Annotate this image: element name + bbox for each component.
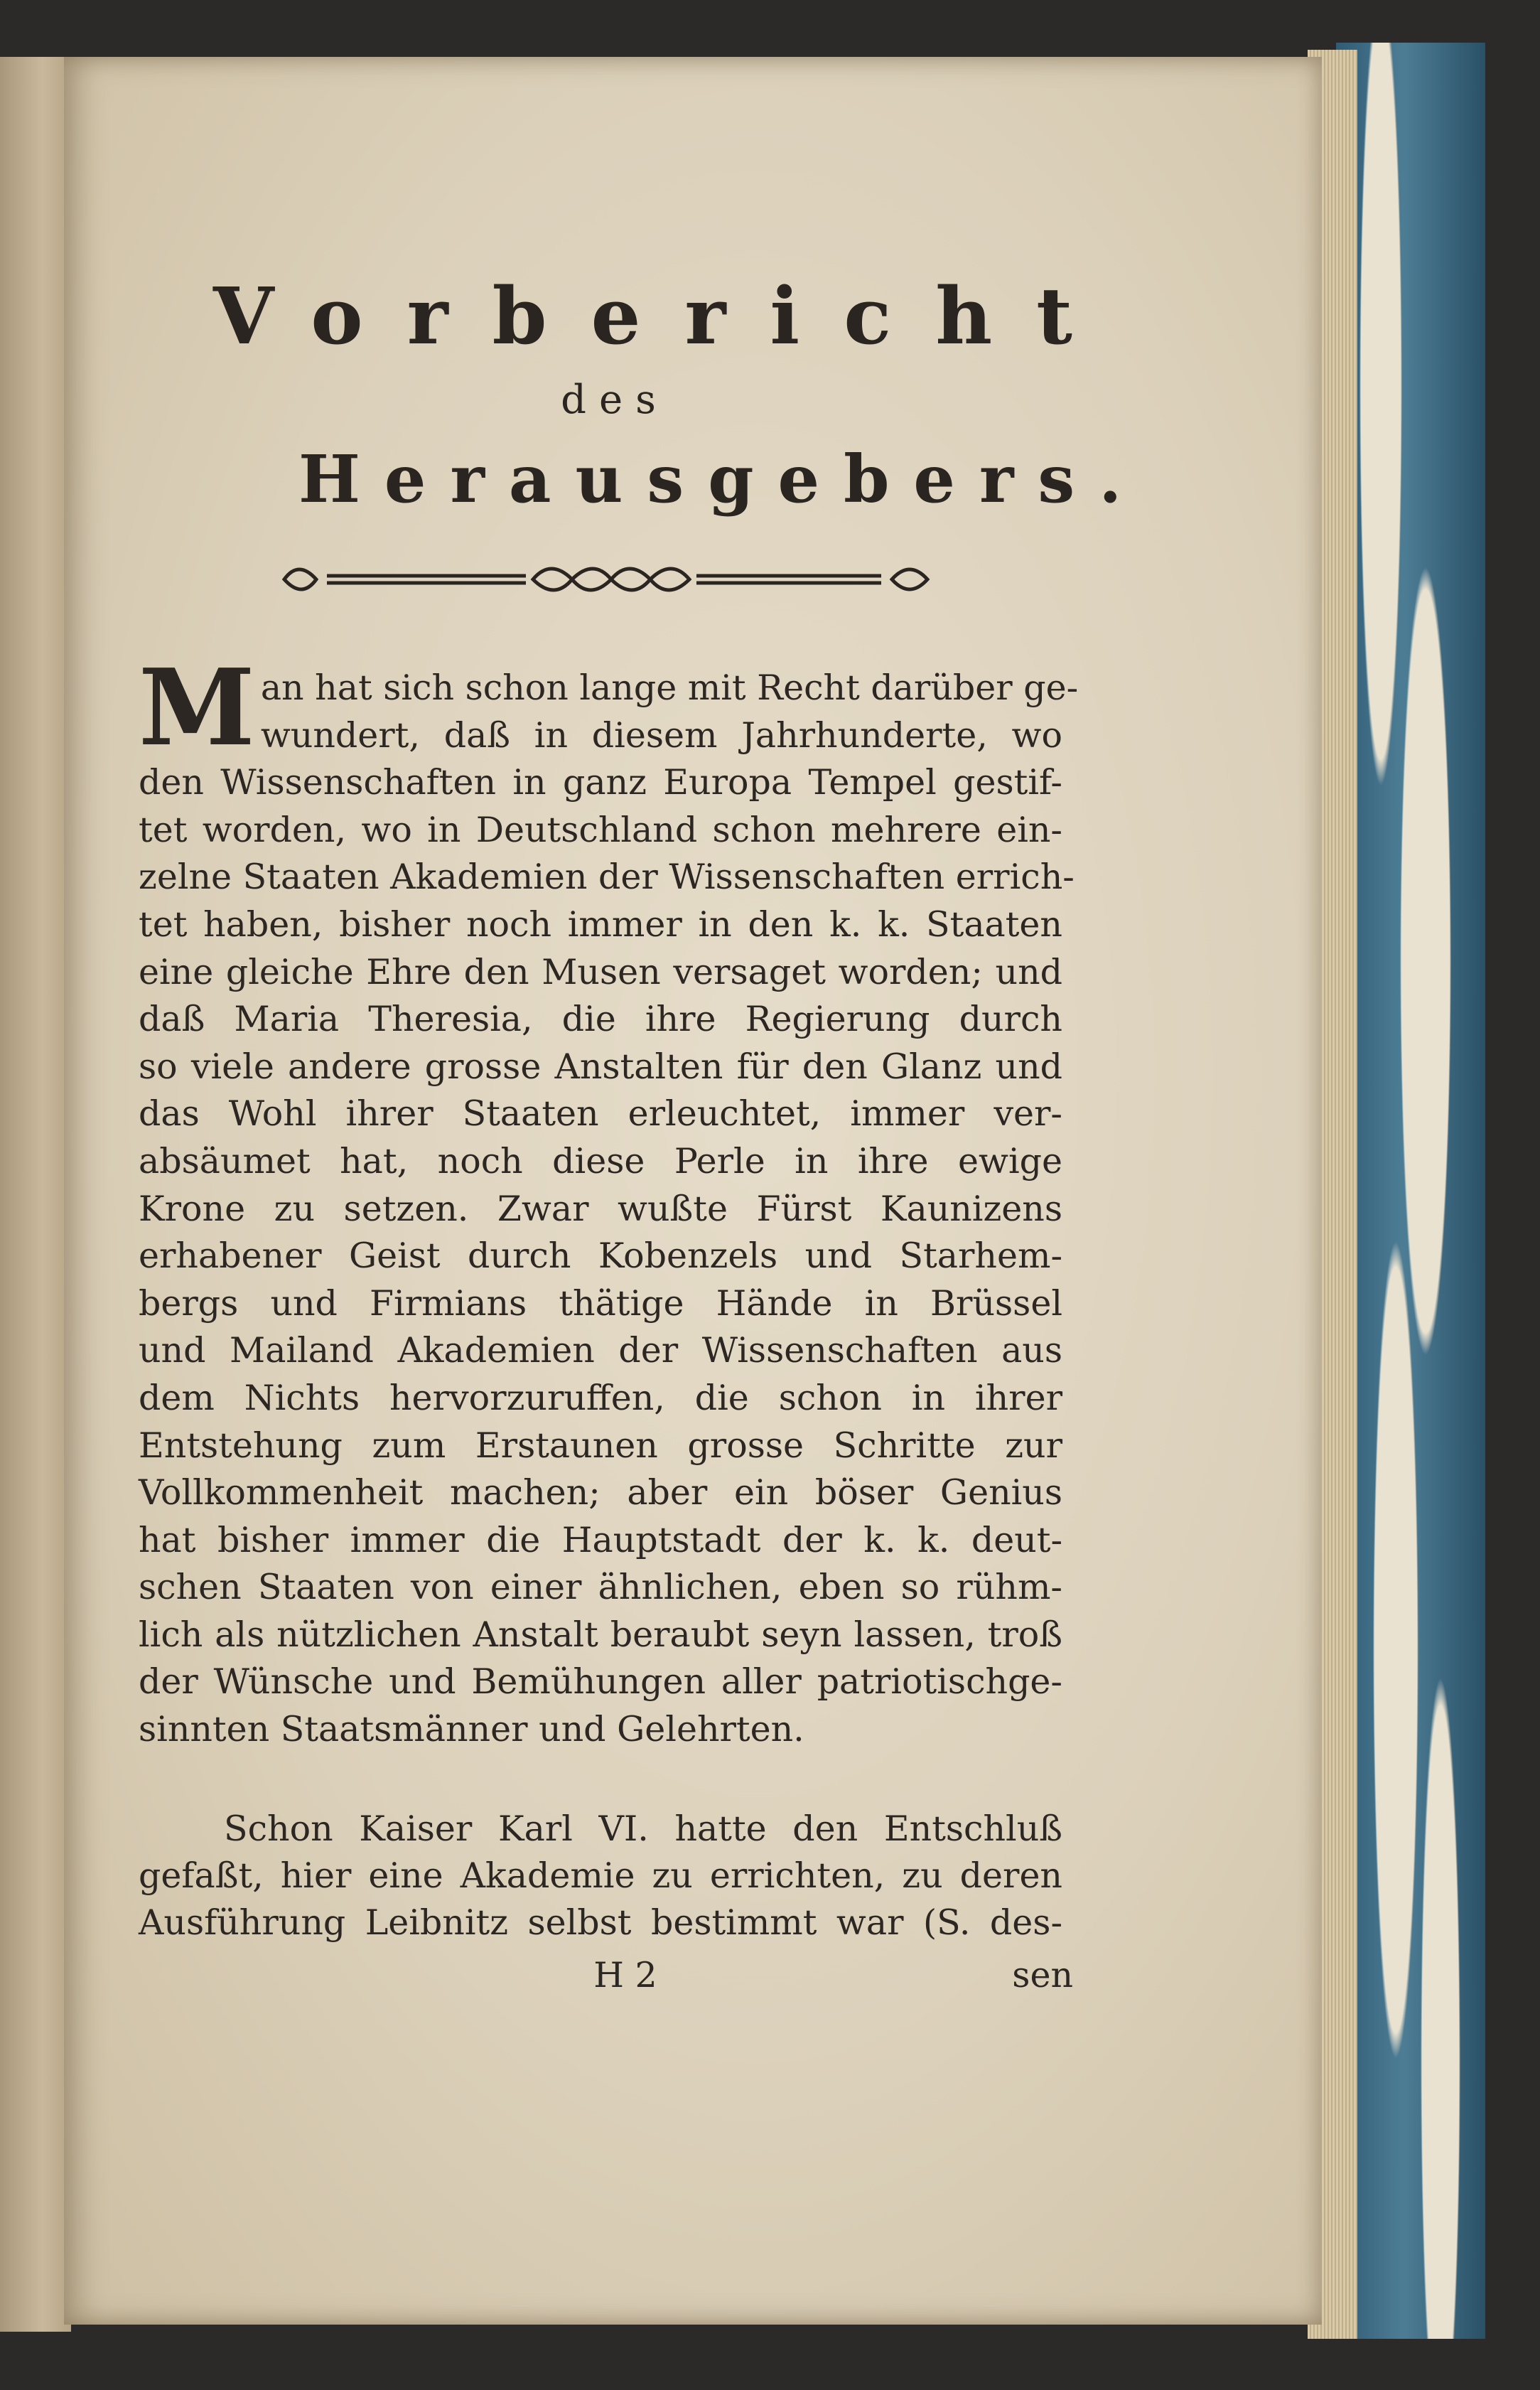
text-line: dem Nichts hervorzuruffen, die schon in ihrer [139, 1377, 1062, 1418]
text-line: tet worden, wo in Deutschland schon mehrere ein- [139, 809, 1062, 850]
text-line: so viele andere grosse Anstalten für den Glanz und [139, 1046, 1062, 1087]
text-line: Vollkommenheit machen; aber ein böser Genius [139, 1472, 1062, 1513]
facing-page-edge [0, 57, 71, 2332]
ornament-divider [277, 554, 938, 604]
text-line: eine gleiche Ehre den Musen versaget worden; und [139, 951, 1062, 992]
text-line: Entstehung zum Erstaunen grosse Schritte zur [139, 1425, 1062, 1466]
text-line: gefaßt, hier eine Akademie zu errichten, zu deren [139, 1855, 1062, 1896]
paragraph-1 [139, 645, 1079, 1754]
page-subtitle: des [561, 377, 669, 423]
text-line: sinnten Staatsmänner und Gelehrten. [139, 1709, 804, 1750]
text-line: Ausführung Leibnitz selbst bestimmt war (S. des- [139, 1902, 1062, 1943]
text-line: tet haben, bisher noch immer in den k. k. Staaten [139, 904, 1062, 945]
text-line: schen Staaten von einer ähnlichen, eben so rühm- [139, 1567, 1062, 1608]
text-line: an hat sich schon lange mit Recht darüber ge- [260, 668, 1079, 708]
text-line: den Wissenschaften in ganz Europa Tempel gestif- [139, 762, 1062, 803]
catchword: sen [1012, 1955, 1073, 1995]
text-line: wundert, daß in diesem Jahrhunderte, wo [260, 714, 1062, 756]
drop-cap: M [139, 645, 255, 769]
signature-mark: H 2 [593, 1955, 657, 1995]
text-line: Krone zu setzen. Zwar wußte Fürst Kaunizens [139, 1188, 1062, 1229]
text-line: absäumet hat, noch diese Perle in ihre ewige [139, 1140, 1062, 1181]
text-line: und Mailand Akademien der Wissenschaften aus [139, 1330, 1062, 1371]
text-line: erhabener Geist durch Kobenzels und Starhem- [139, 1236, 1062, 1277]
text-line: der Wünsche und Bemühungen aller patriotischge- [139, 1661, 1062, 1703]
page-title: Vorbericht [213, 270, 1116, 362]
page-title-secondary: Herausgebers. [298, 441, 1146, 518]
text-line: hat bisher immer die Hauptstadt der k. k. deut- [139, 1519, 1062, 1560]
paragraph-2 [139, 1806, 1062, 1946]
text-line: lich als nützlichen Anstalt beraubt seyn lassen, troß [139, 1614, 1062, 1655]
book-cover-marbled [1336, 43, 1485, 2339]
text-line: Schon Kaiser Karl VI. hatte den Entschluß [224, 1808, 1062, 1849]
text-line: zelne Staaten Akademien der Wissenschaften errich- [139, 857, 1075, 898]
text-line: bergs und Firmians thätige Hände in Brüssel [139, 1282, 1062, 1324]
text-line: das Wohl ihrer Staaten erleuchtet, immer ver- [139, 1093, 1062, 1135]
text-line: daß Maria Theresia, die ihre Regierung durch [139, 999, 1062, 1040]
